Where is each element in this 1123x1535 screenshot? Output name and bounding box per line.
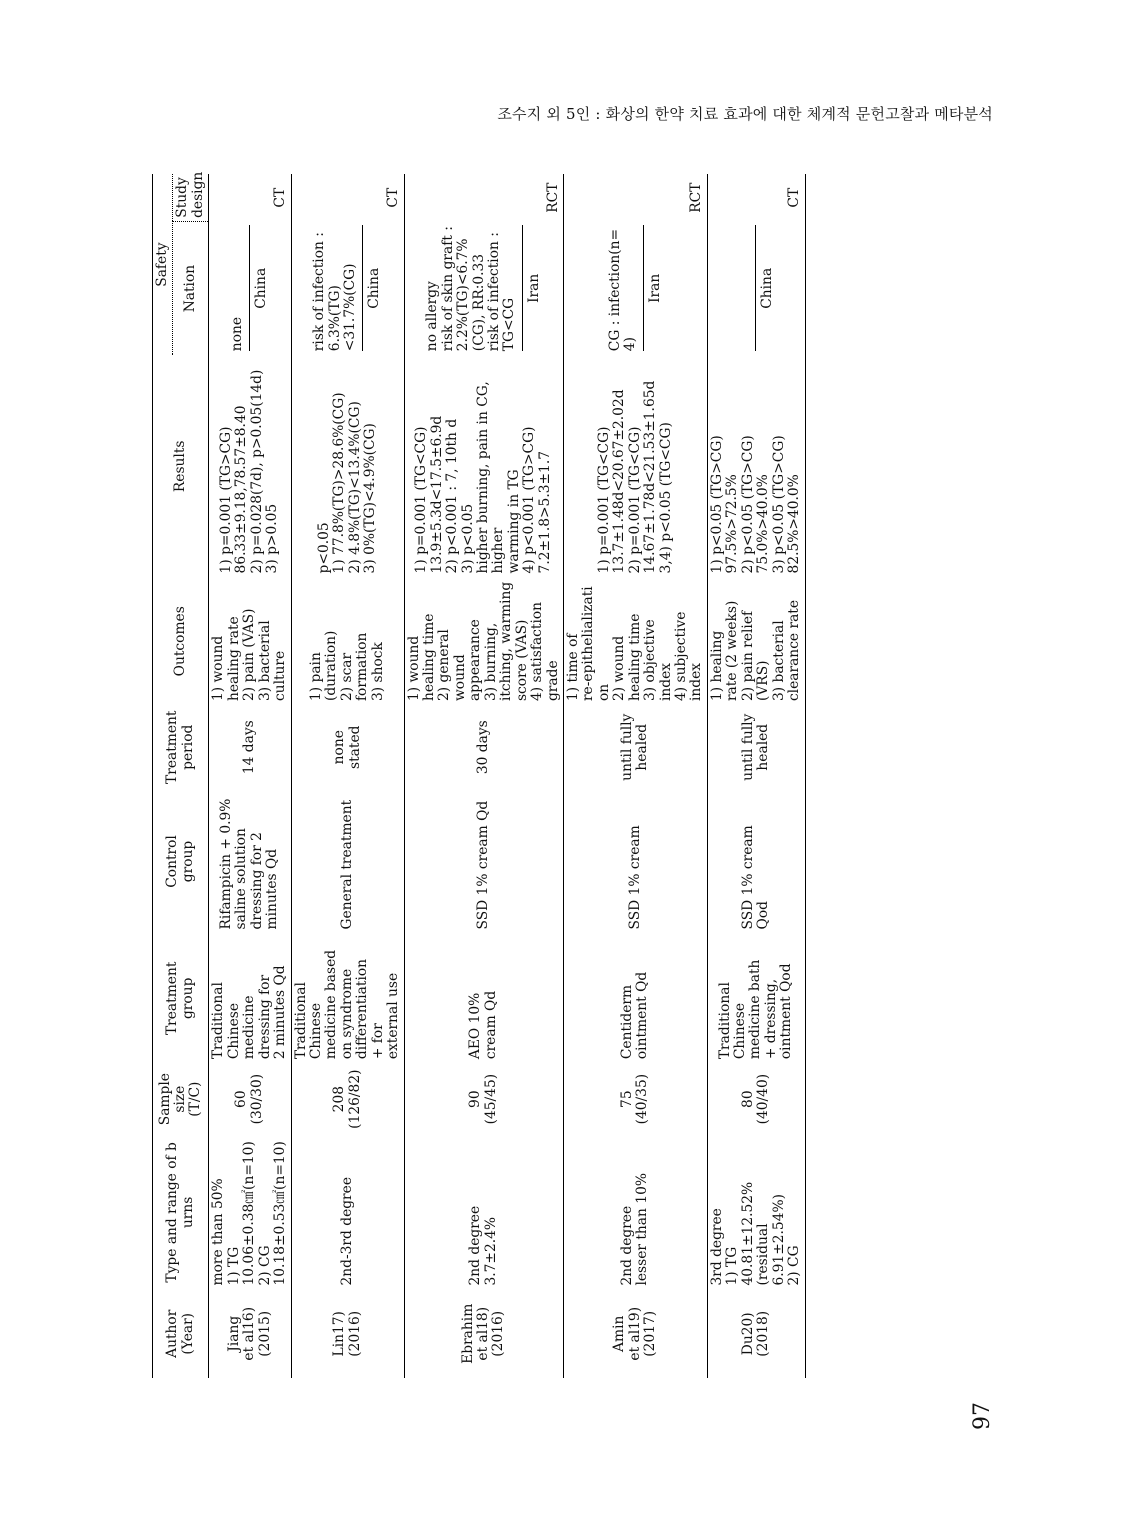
cell-nation: China xyxy=(366,267,383,309)
cell-control: SSD 1% cream xyxy=(563,789,707,933)
cell-treatment: Centiderm ointment Qd xyxy=(563,933,707,1063)
table-row xyxy=(707,174,805,1378)
cell-results: 1) p=0.001 (TG<CG) 13.7±1.48d<20.67±2.02d 2) p=0.001 (TG<CG) 14.67±1.78d<21.53±1.65d 3,4) p<0.05 (TG<CG) xyxy=(563,355,707,577)
header-nation: Nation xyxy=(173,221,209,355)
cell-type: 2nd degree lesser than 10% xyxy=(563,1135,707,1289)
cell-nation: Iran xyxy=(525,273,542,303)
cell-safety xyxy=(737,225,756,351)
cell-sample: 90 (45/45) xyxy=(404,1063,563,1135)
cell-control: General treatment xyxy=(291,789,404,933)
study-characteristics-table xyxy=(152,171,806,1378)
header-sample: Sample size (T/C) xyxy=(153,1063,209,1135)
cell-safety: none xyxy=(230,225,250,351)
cell-outcomes: 1) time of re-epithelializati on 2) wound healing time 3) objective index 4) subjective index xyxy=(563,577,707,705)
cell-period: until fully healed xyxy=(707,705,805,789)
table-body xyxy=(209,174,805,1378)
cell-nation: Iran xyxy=(646,273,663,303)
cell-safety: CG : infection(n= 4) xyxy=(608,225,644,351)
cell-results: 1) p=0.001 (TG>CG) 86.33±9.18,78.57±8.40 2) p=0.028(7d), p>0.05(14d) 3) p>0.05 xyxy=(209,355,291,577)
cell-nation: China xyxy=(253,267,270,309)
cell-sample: 60 (30/30) xyxy=(209,1063,291,1135)
cell-design: RCT xyxy=(563,174,707,221)
header-author: Author (Year) xyxy=(153,1290,209,1378)
cell-safety: no allergy risk of skin graft : 2.2%(TG)<6.7% (CG), RR:0.33 risk of infection : TG<CG xyxy=(425,225,523,351)
table-row xyxy=(563,174,707,1378)
cell-type: more than 50% 1) TG 10.06±0.38㎠(n=10) 2) CG 10.18±0.53㎠(n=10) xyxy=(209,1135,291,1289)
cell-design: CT xyxy=(707,174,805,221)
cell-control: Rifampicin + 0.9% saline solution dressing for 2 minutes Qd xyxy=(209,789,291,933)
table-row xyxy=(404,174,563,1378)
cell-control: SSD 1% cream Qod xyxy=(707,789,805,933)
cell-outcomes: 1) healing rate (2 weeks) 2) pain relief (VRS) 3) bacterial clearance rate xyxy=(707,577,805,705)
cell-author: Amin et al19) (2017) xyxy=(563,1290,707,1378)
cell-period: 14 days xyxy=(209,705,291,789)
header-results: Results xyxy=(153,355,209,577)
cell-type: 3rd degree 1) TG 40.81±12.52% (residual 6.91±2.54%) 2) CG xyxy=(707,1135,805,1289)
cell-period: 30 days xyxy=(404,705,563,789)
cell-results: p<0.05 1) 77.8%(TG)>28.6%(CG) 2) 4.8%(TG)<13.4%(CG) 3) 0%(TG)<4.9%(CG) xyxy=(291,355,404,577)
cell-author: Jiang et al16) (2015) xyxy=(209,1290,291,1378)
page-number: 97 xyxy=(970,1402,995,1430)
header-design: Study design xyxy=(173,174,209,221)
cell-period: until fully healed xyxy=(563,705,707,789)
cell-safety-nation xyxy=(209,221,291,355)
cell-treatment: Traditional Chinese medicine based on syndrome differentiation + for external use xyxy=(291,933,404,1063)
study-characteristics-table-rotated xyxy=(152,171,986,1378)
cell-author: Lin17) (2016) xyxy=(291,1290,404,1378)
cell-treatment: AEO 10% cream Qd xyxy=(404,933,563,1063)
cell-results: 1) p=0.001 (TG<CG) 13.9±5.3d<17.5±6.9d 2) p<0.001 : 7, 10th d 3) p<0.05 higher burning, pain in CG, higher warming in TG 4) p<0.001 (TG>CG) 7.2±1.8>5.3±1.7 xyxy=(404,355,563,577)
cell-author: Du20) (2018) xyxy=(707,1290,805,1378)
cell-sample: 80 (40/40) xyxy=(707,1063,805,1135)
cell-treatment: Traditional Chinese medicine bath + dressing, ointment Qod xyxy=(707,933,805,1063)
cell-safety-nation xyxy=(707,221,805,355)
cell-period: none stated xyxy=(291,705,404,789)
table-row xyxy=(291,174,404,1378)
cell-safety-nation xyxy=(563,221,707,355)
cell-safety-nation xyxy=(291,221,404,355)
header-safety: Safety xyxy=(153,174,173,355)
cell-sample: 208 (126/82) xyxy=(291,1063,404,1135)
header-period: Treatment period xyxy=(153,705,209,789)
cell-outcomes: 1) wound healing time 2) general wound appearance 3) burning, itching, warming score (VAS) 4) satisfaction grade xyxy=(404,577,563,705)
cell-safety: risk of infection : 6.3%(TG) <31.7%(CG) xyxy=(312,225,363,351)
header-type: Type and range of b urns xyxy=(153,1135,209,1289)
cell-control: SSD 1% cream Qd xyxy=(404,789,563,933)
cell-outcomes: 1) pain (duration) 2) scar formation 3) shock xyxy=(291,577,404,705)
cell-results: 1) p<0.05 (TG>CG) 97.5%>72.5% 2) p<0.05 (TG>CG) 75.0%>40.0% 3) p<0.05 (TG>CG) 82.5%>40.0% xyxy=(707,355,805,577)
cell-nation: China xyxy=(758,267,775,309)
cell-safety-nation xyxy=(404,221,563,355)
cell-type: 2nd degree 3.7±2.4% xyxy=(404,1135,563,1289)
table-row xyxy=(209,174,291,1378)
header-control: Control group xyxy=(153,789,209,933)
header-outcomes: Outcomes xyxy=(153,577,209,705)
cell-author: Ebrahim et al18) (2016) xyxy=(404,1290,563,1378)
cell-design: CT xyxy=(291,174,404,221)
header-treatment: Treatment group xyxy=(153,933,209,1063)
cell-type: 2nd-3rd degree xyxy=(291,1135,404,1289)
running-header: 조수지 외 5인 : 화상의 한약 치료 효과에 대한 체계적 문헌고찰과 메타분석 xyxy=(497,105,993,123)
cell-treatment: Traditional Chinese medicine dressing for 2 minutes Qd xyxy=(209,933,291,1063)
cell-design: RCT xyxy=(404,174,563,221)
cell-outcomes: 1) wound healing rate 2) pain (VAS) 3) bacterial culture xyxy=(209,577,291,705)
cell-design: CT xyxy=(209,174,291,221)
cell-sample: 75 (40/35) xyxy=(563,1063,707,1135)
